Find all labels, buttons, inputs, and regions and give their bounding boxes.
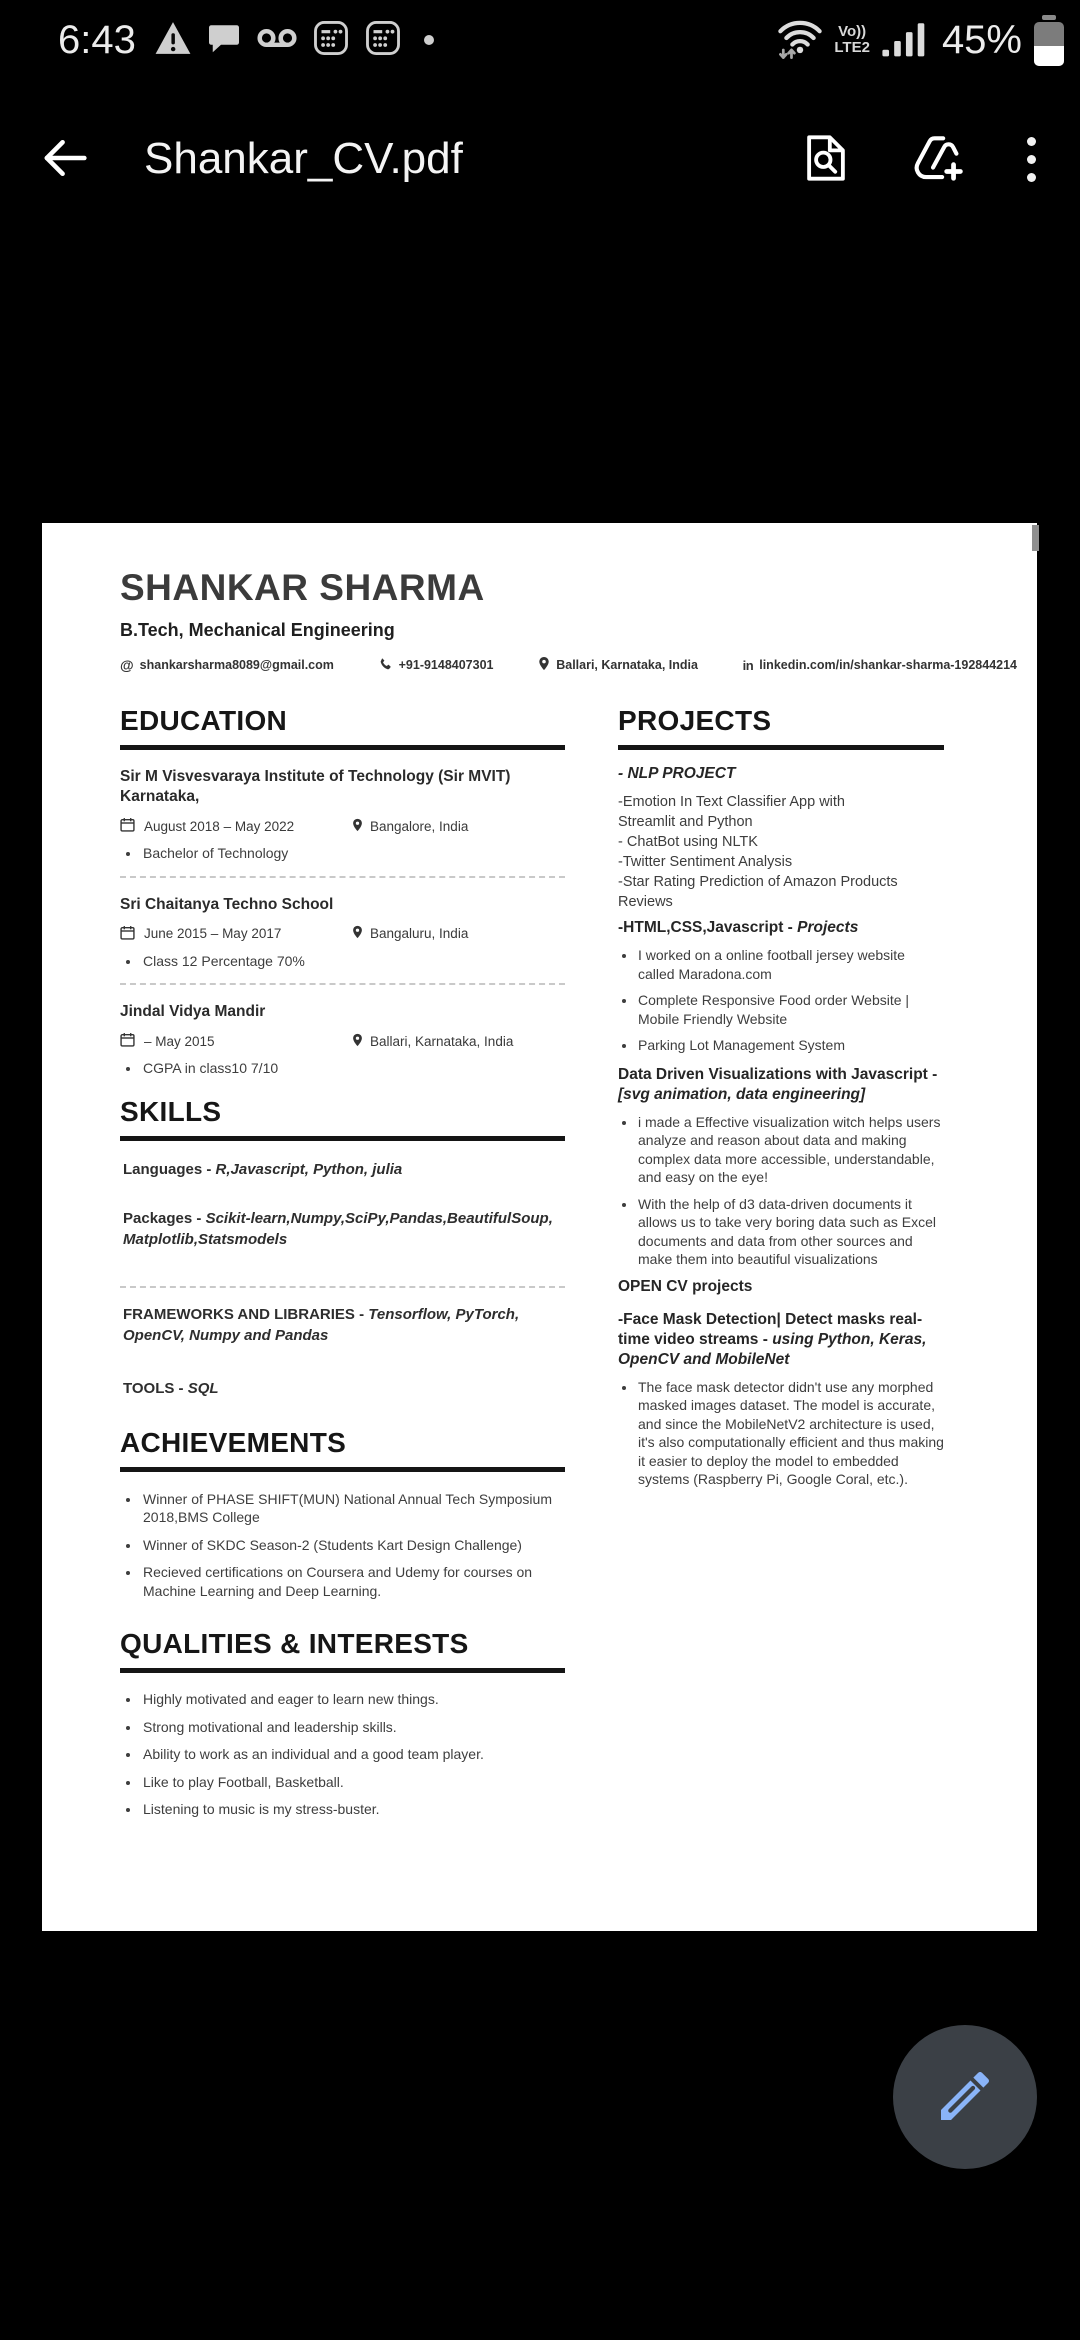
linkedin-contact (743, 658, 1017, 673)
bullet-item: • The face mask detector didn't use any morphed masked images dataset. The model is accurate, and since the MobileNetV2 architecture is used, it's also computationally efficient and thus making it easier to deploy the model to embedded systems (Raspberry Pi, Google Coral, etc.). (637, 1378, 944, 1489)
heading-rule (120, 1136, 565, 1141)
skill-group: FRAMEWORKS AND LIBRARIES - Tensorflow, PyTorch, OpenCV, Numpy and Pandas (123, 1305, 520, 1344)
wifi-icon (774, 15, 826, 66)
back-arrow-icon (36, 129, 94, 190)
overflow-dot (1027, 173, 1036, 182)
skills-heading: SKILLS (120, 1095, 222, 1127)
volte-indicator (834, 24, 870, 56)
battery-percent: 45% (941, 17, 1022, 62)
heading-rule (120, 1668, 565, 1673)
school-location: Ballari, Karnataka, India (352, 1033, 513, 1050)
document-title: Shankar_CV.pdf (144, 134, 463, 183)
school-name: Sri Chaitanya Techno School (120, 895, 334, 913)
edit-pencil-icon (933, 2064, 997, 2131)
pdf-page[interactable] (42, 523, 1037, 1931)
app-bar (0, 105, 1080, 213)
status-left-icons (154, 19, 434, 62)
skill-group: Packages - Scikit-learn,Numpy,SciPy,Pandas,BeautifulSoup, Matplotlib,Statsmodels (123, 1209, 553, 1248)
calendar-icon (120, 1032, 135, 1050)
calendar-icon (120, 817, 135, 835)
signal-icon (878, 17, 928, 64)
location-text: Ballari, Karnataka, India (556, 658, 698, 672)
battery-icon (1034, 15, 1064, 66)
qualities-heading: QUALITIES & INTERESTS (120, 1628, 469, 1659)
location-pin-icon (352, 1033, 363, 1050)
bullet-item: • i made a Effective visualization witch helps users analyze and reason about data and making complex data more accessible, understandable, and easy on the eye! (637, 1113, 944, 1187)
project-title-web: -HTML,CSS,Javascript - Projects (618, 919, 859, 936)
notification-dot-icon (424, 35, 434, 45)
bullet-item: • CGPA in class10 7/10 (141, 1059, 565, 1078)
navigation-bar (0, 2210, 1080, 2340)
back-button[interactable] (36, 129, 94, 190)
keypad-icon (364, 19, 402, 62)
education-entry (120, 767, 565, 878)
project-title-facemask: -Face Mask Detection| Detect masks real- time video streams - using Python, Keras, OpenCV and MobileNet (618, 1310, 927, 1368)
overflow-menu-button[interactable] (1023, 133, 1040, 186)
keypad-icon (312, 19, 350, 62)
date-range: June 2015 – May 2017 (120, 925, 352, 943)
volte-label: Vo)) (838, 23, 867, 40)
bullet-item: • Parking Lot Management System (637, 1036, 944, 1055)
school-name: Sir M Visvesvaraya Institute of Technology (Sir MVIT) Karnataka, (120, 768, 511, 805)
status-right-icons (774, 15, 1064, 66)
resume-degree: B.Tech, Mechanical Engineering (120, 620, 395, 640)
voicemail-icon (256, 24, 298, 57)
resume-name: SHANKAR SHARMA (120, 567, 485, 608)
edit-fab-button[interactable] (893, 2025, 1037, 2169)
bullet-item: • Class 12 Percentage 70% (141, 952, 565, 971)
project-title-viz: Data Driven Visualizations with Javascript - [svg animation, data engineering] (618, 1065, 938, 1103)
bullet-item: • Recieved certifications on Coursera and Udemy for courses on Machine Learning and Deep Learning. (141, 1563, 565, 1600)
heading-rule (120, 1467, 565, 1472)
education-entry (120, 1002, 565, 1078)
skill-group: TOOLS - SQL (123, 1379, 219, 1397)
dashed-divider (120, 876, 565, 878)
project-title-opencv: OPEN CV projects (618, 1277, 753, 1295)
add-annotation-button[interactable] (909, 129, 967, 190)
network-type-label: LTE2 (834, 39, 870, 56)
phone-text: +91-9148407301 (398, 658, 494, 672)
education-entry (120, 895, 565, 986)
warning-icon (154, 20, 192, 61)
linkedin-text: linkedin.com/in/shankar-sharma-192844214 (759, 658, 1017, 672)
bullet-item: • Winner of SKDC Season-2 (Students Kart Design Challenge) (141, 1536, 565, 1555)
bullet-item: • Like to play Football, Basketball. (141, 1773, 565, 1792)
nlp-project-lines: -Emotion In Text Classifier App with Streamlit and Python - ChatBot using NLTK -Twitter Sentiment Analysis -Star Rating Prediction of Amazon Products Reviews (618, 794, 898, 910)
bullet-item: • With the help of d3 data-driven documents it allows us to take very boring data such as Excel documents and data from other sources and make them into beautiful visualizations (637, 1195, 944, 1269)
dashed-divider (120, 1286, 565, 1288)
email-contact (120, 657, 334, 673)
resume-left-column (120, 699, 565, 1828)
school-location: Bangalore, India (352, 818, 468, 835)
overflow-dot (1027, 155, 1036, 164)
location-pin-icon (352, 818, 363, 835)
dashed-divider (120, 983, 565, 985)
add-annotation-icon (909, 129, 967, 190)
resume-header (120, 567, 1017, 674)
bullet-item: • Strong motivational and leadership skills. (141, 1718, 565, 1737)
date-range: – May 2015 (120, 1032, 352, 1050)
bullet-item: • Highly motivated and eager to learn new things. (141, 1690, 565, 1709)
status-time: 6:43 (58, 17, 136, 62)
heading-rule (120, 745, 565, 750)
search-document-button[interactable] (799, 131, 853, 188)
project-title-nlp: - NLP PROJECT (618, 765, 736, 782)
education-heading: EDUCATION (120, 705, 288, 736)
calendar-icon (120, 925, 135, 943)
bullet-item: • I worked on a online football jersey website called Maradona.com (637, 946, 944, 983)
achievements-heading: ACHIEVEMENTS (120, 1426, 347, 1458)
location-pin-icon (538, 656, 550, 674)
message-icon (206, 20, 242, 61)
location-contact (538, 656, 698, 674)
bullet-item: • Ability to work as an individual and a good team player. (141, 1745, 565, 1764)
overflow-dot (1027, 137, 1036, 146)
status-bar (0, 0, 1080, 80)
bullet-item: • Bachelor of Technology (141, 844, 565, 863)
search-document-icon (799, 131, 853, 188)
location-pin-icon (352, 925, 363, 942)
projects-heading: PROJECTS (618, 705, 772, 736)
contact-row (120, 656, 1017, 674)
resume-right-column (618, 699, 944, 1497)
email-text: shankarsharma8089@gmail.com (139, 658, 334, 672)
bullet-item: • Winner of PHASE SHIFT(MUN) National Annual Tech Symposium 2018,BMS College (141, 1490, 565, 1527)
web-project-bullets (618, 946, 944, 1055)
viz-project-bullets (618, 1113, 944, 1269)
heading-rule (618, 745, 944, 750)
bullet-item: • Listening to music is my stress-buster. (141, 1800, 565, 1819)
phone-contact (379, 657, 494, 674)
skill-group: Languages - R,Javascript, Python, julia (123, 1160, 403, 1178)
facemask-project-bullets (618, 1378, 944, 1489)
scroll-indicator (1032, 525, 1039, 551)
phone-icon (379, 657, 393, 674)
at-icon: @ (120, 657, 134, 673)
bullet-item: • Complete Responsive Food order Website | Mobile Friendly Website (637, 991, 944, 1028)
app-bar-actions (799, 129, 1080, 190)
linkedin-icon: in (742, 657, 754, 673)
school-name: Jindal Vidya Mandir (120, 1003, 266, 1020)
date-range: August 2018 – May 2022 (120, 817, 352, 835)
school-location: Bangaluru, India (352, 925, 468, 942)
